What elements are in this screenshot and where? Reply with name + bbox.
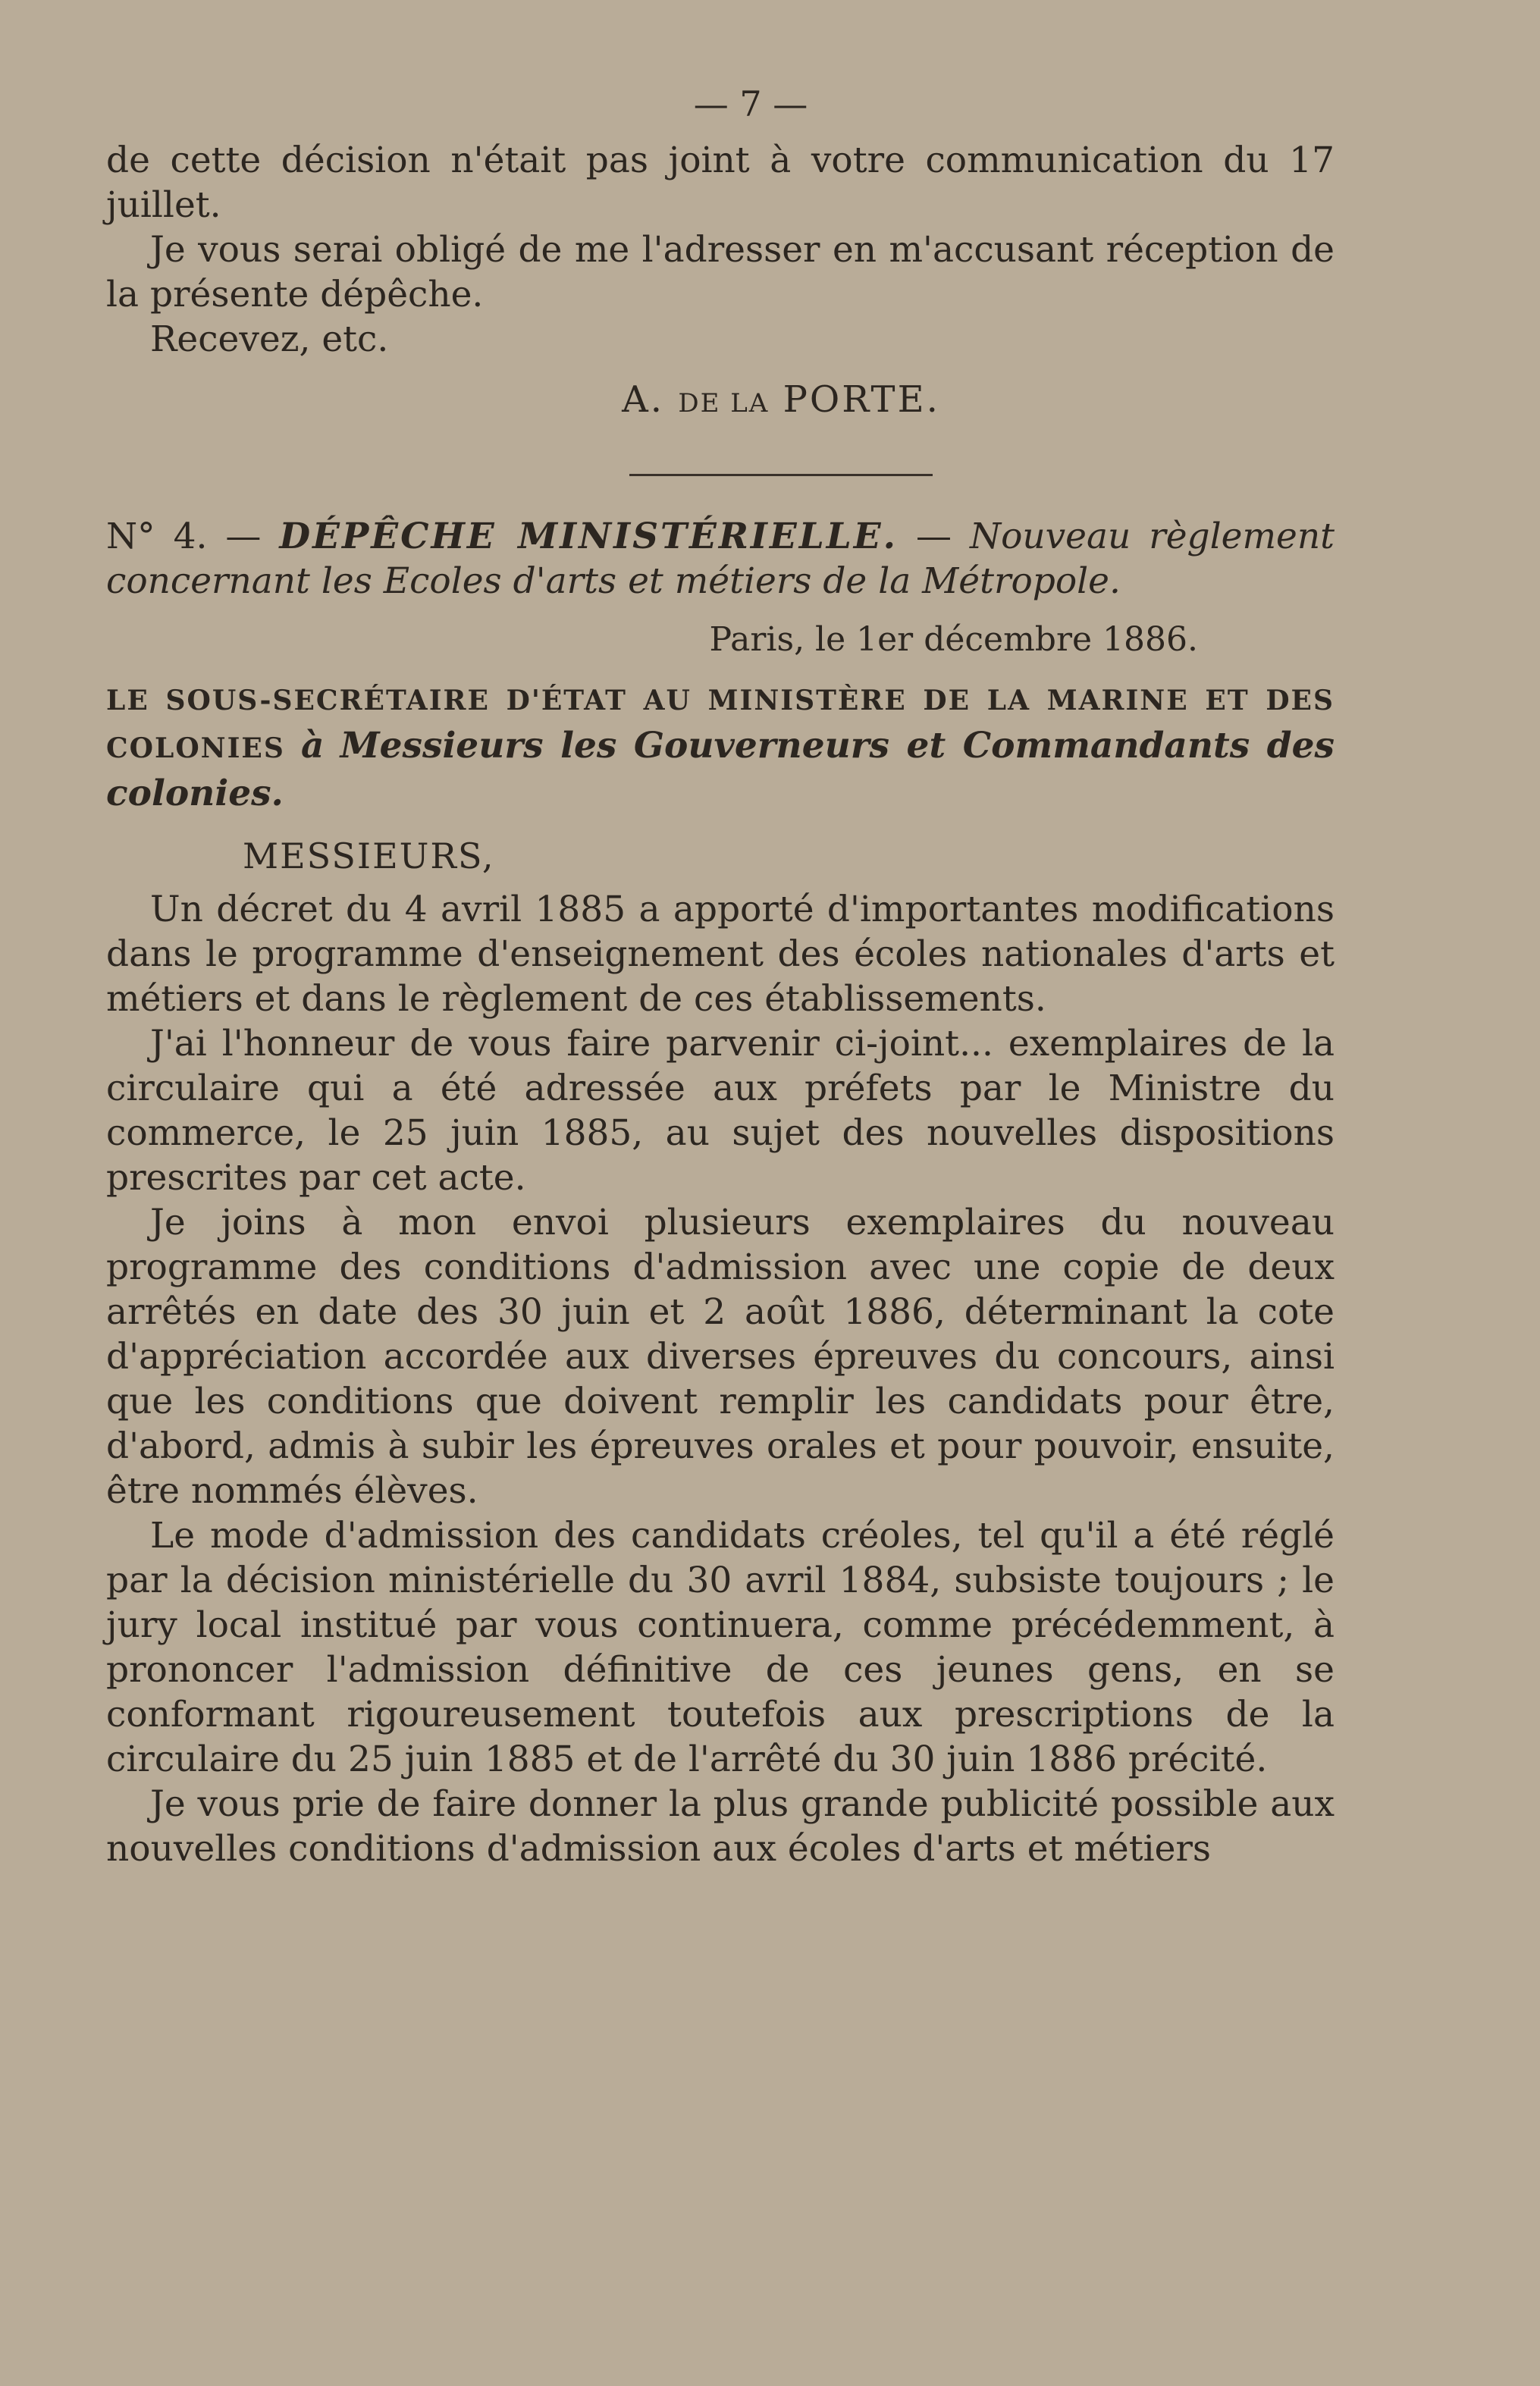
document-number: N° 4. xyxy=(106,516,208,557)
signature-surname: PORTE. xyxy=(783,378,940,421)
salutation: MESSIEURS, xyxy=(243,836,495,876)
document-subject-dash: — xyxy=(915,516,952,557)
signature-initial: A. xyxy=(622,378,665,421)
body-paragraph-4: Le mode d'admission des candidats créoles, tel qu'il a été réglé par la décision ministérielle du 30 avril 1884, subsiste toujours ; le jury local institué par vous continuera, comme précédemment, à prononcer l'admission définitive de ces jeunes gens, en se conformant rigoureusement toutefois aux prescriptions de la circulaire du 25 juin 1885 et de l'arrêté du 30 juin 1886 précité. xyxy=(106,1515,1335,1780)
page-number: — 7 — xyxy=(693,83,808,124)
document-page xyxy=(106,83,1335,1871)
signature-particle: DE LA xyxy=(678,388,770,419)
body-paragraph-3: Je joins à mon envoi plusieurs exemplaires du nouveau programme des conditions d'admission avec une copie de deux arrêtés en date des 30 juin et 2 août 1886, déterminant la cote d'appréciation accordée aux diverses épreuves du concours, ainsi que les conditions que doivent remplir les candidats pour être, d'abord, admis à subir les épreuves orales et pour pouvoir, ensuite, être nommés élèves. xyxy=(106,1202,1335,1512)
section-divider xyxy=(629,474,933,476)
body-paragraph-5: Je vous prie de faire donner la plus grande publicité possible aux nouvelles conditions d'admission aux écoles d'arts et métiers xyxy=(106,1783,1335,1870)
sender-block xyxy=(106,676,1335,816)
sender-to: Messieurs les Gouverneurs et Commandants des colonies. xyxy=(106,725,1335,814)
document-dash: — xyxy=(225,516,262,557)
sender-to-prefix: à xyxy=(301,725,325,767)
signature xyxy=(106,378,1335,421)
document-title: DÉPÊCHE MINISTÉRIELLE. xyxy=(279,516,898,557)
body-paragraph-2: J'ai l'honneur de vous faire parvenir ci-joint... exemplaires de la circulaire qui a été adressée aux préfets par le Ministre du commerce, le 25 juin 1885, au sujet des nouvelles dispositions prescrites par cet acte. xyxy=(106,1023,1335,1199)
sender-from: LE SOUS-SECRÉTAIRE D'ÉTAT AU MINISTÈRE DE LA MARINE ET DES COLONIES xyxy=(106,685,1335,764)
opening-paragraph-2: Je vous serai obligé de me l'adresser en m'accusant réception de la présente dépêche. xyxy=(106,229,1335,315)
document-header xyxy=(106,514,1335,604)
opening-paragraph-1: de cette décision n'était pas joint à votre communication du 17 juillet. xyxy=(106,140,1335,226)
dateline: Paris, le 1er décembre 1886. xyxy=(709,620,1198,659)
document-subject: Nouveau règlement concernant les Ecoles d'arts et métiers de la Métropole. xyxy=(106,516,1335,602)
closing-formula: Recevez, etc. xyxy=(150,318,389,360)
body-paragraph-1: Un décret du 4 avril 1885 a apporté d'importantes modifications dans le programme d'enseignement des écoles nationales d'arts et métiers et dans le règlement de ces établissements. xyxy=(106,889,1335,1020)
